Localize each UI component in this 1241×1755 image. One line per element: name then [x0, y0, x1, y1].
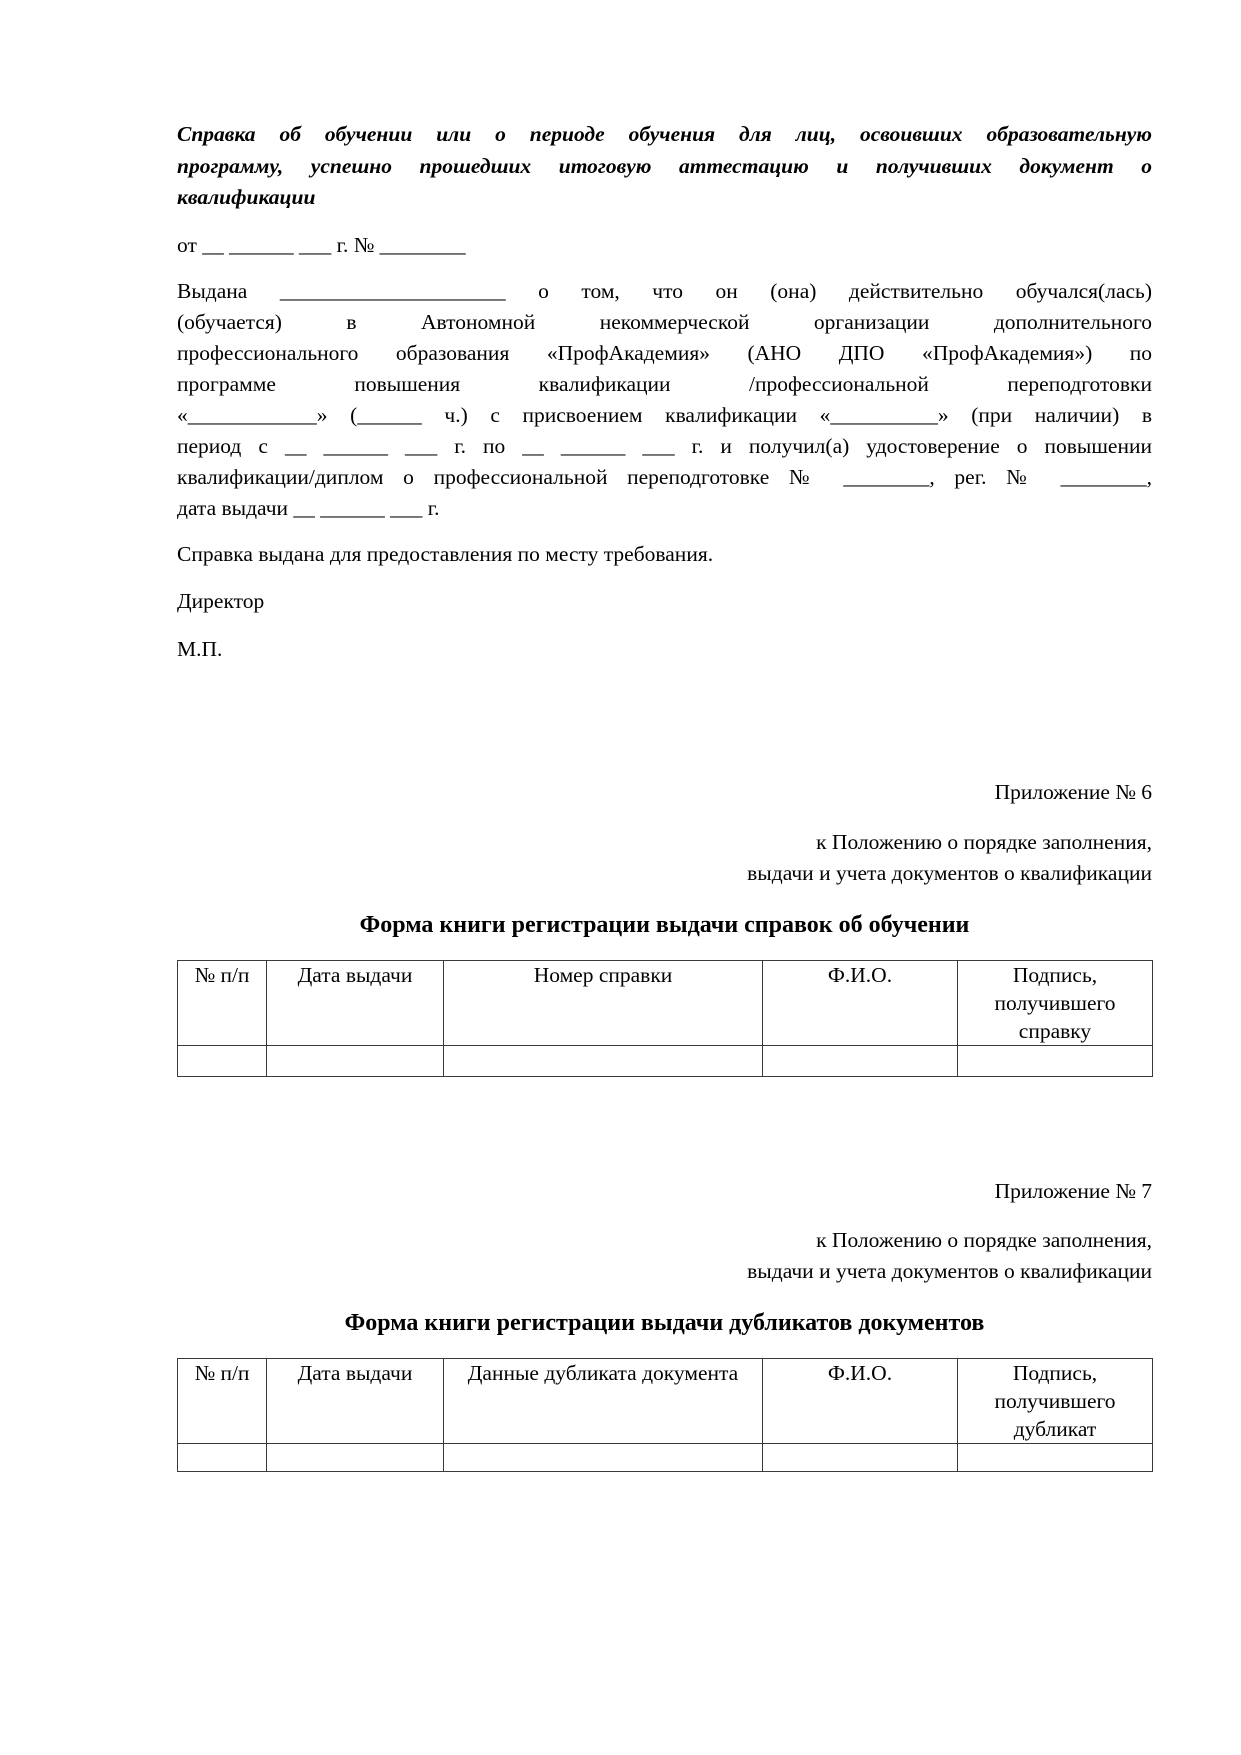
- table-cell[interactable]: [763, 1444, 958, 1472]
- appendix7-reference: [177, 1225, 1152, 1287]
- column-header-number: № п/п: [178, 961, 267, 1046]
- body-line: (обучается) в Автономной некоммерческой организации дополнительного: [177, 310, 1152, 334]
- column-header-duplicate-data: Данные дубликата документа: [444, 1359, 763, 1444]
- body-line: профессионального образования «ПрофАкадемия» (АНО ДПО «ПрофАкадемия») по: [177, 341, 1152, 365]
- appendix6-reference-line: выдачи и учета документов о квалификации: [747, 861, 1152, 885]
- table-cell[interactable]: [958, 1444, 1153, 1472]
- appendix6-form-title: Форма книги регистрации выдачи справок об обучении: [359, 912, 970, 938]
- column-header-recipient-signature: Подпись, получившего справку: [958, 961, 1153, 1046]
- column-header-issue-date: Дата выдачи: [267, 961, 444, 1046]
- appendix7-reference-line: выдачи и учета документов о квалификации: [747, 1259, 1152, 1283]
- table-header-row: [178, 961, 1153, 1046]
- appendix6-label: Приложение № 6: [994, 780, 1152, 804]
- certificate-date-number-line: от __ ______ ___ г. № ________: [177, 233, 466, 257]
- body-line: Выдана _____________________ о том, что он (она) действительно обучался(лась): [177, 279, 1152, 303]
- certificate-title-line: программу, успешно прошедших итоговую аттестацию и получивших документ о: [177, 153, 1152, 178]
- column-header-full-name: Ф.И.О.: [763, 1359, 958, 1444]
- table-cell[interactable]: [178, 1444, 267, 1472]
- table-cell[interactable]: [763, 1046, 958, 1077]
- column-header-issue-date: Дата выдачи: [267, 1359, 444, 1444]
- body-line: «____________» (______ ч.) с присвоением квалификации «__________» (при наличии) в: [177, 403, 1152, 427]
- table-cell[interactable]: [958, 1046, 1153, 1077]
- appendix7-label: Приложение № 7: [994, 1179, 1152, 1203]
- appendix6-reference-line: к Положению о порядке заполнения,: [816, 830, 1152, 854]
- table-row: [178, 1444, 1153, 1472]
- table-row: [178, 1046, 1153, 1077]
- appendix7-form-title: Форма книги регистрации выдачи дубликатов документов: [344, 1310, 985, 1336]
- column-header-full-name: Ф.И.О.: [763, 961, 958, 1046]
- body-line: квалификации/диплом о профессиональной переподготовке № ________, рег. № ________,: [177, 465, 1152, 489]
- certificate-purpose: Справка выдана для предоставления по месту требования.: [177, 542, 714, 566]
- body-line: дата выдачи __ ______ ___ г.: [177, 496, 440, 520]
- column-header-certificate-number: Номер справки: [444, 961, 763, 1046]
- table-cell[interactable]: [267, 1444, 444, 1472]
- column-header-recipient-signature: Подпись, получившего дубликат: [958, 1359, 1153, 1444]
- stamp-placeholder: М.П.: [177, 637, 223, 661]
- table-header-row: [178, 1359, 1153, 1444]
- certificate-body: [177, 276, 1152, 524]
- body-line: период с __ ______ ___ г. по __ ______ ___ г. и получил(а) удостоверение о повышении: [177, 434, 1152, 458]
- table-cell[interactable]: [267, 1046, 444, 1077]
- column-header-number: № п/п: [178, 1359, 267, 1444]
- table-cell[interactable]: [444, 1444, 763, 1472]
- table-cell[interactable]: [178, 1046, 267, 1077]
- table-cell[interactable]: [444, 1046, 763, 1077]
- appendix7-reference-line: к Положению о порядке заполнения,: [816, 1228, 1152, 1252]
- certificate-title-line: квалификации: [177, 185, 316, 209]
- certificates-register-table: [177, 960, 1153, 1077]
- certificate-title: [177, 119, 1152, 213]
- certificate-title-line: Справка об обучении или о периоде обучения для лиц, освоивших образовательную: [177, 122, 1152, 146]
- signer-title: Директор: [177, 589, 265, 613]
- body-line: программе повышения квалификации /профессиональной переподготовки: [177, 372, 1152, 396]
- appendix6-reference: [177, 827, 1152, 889]
- duplicates-register-table: [177, 1358, 1153, 1472]
